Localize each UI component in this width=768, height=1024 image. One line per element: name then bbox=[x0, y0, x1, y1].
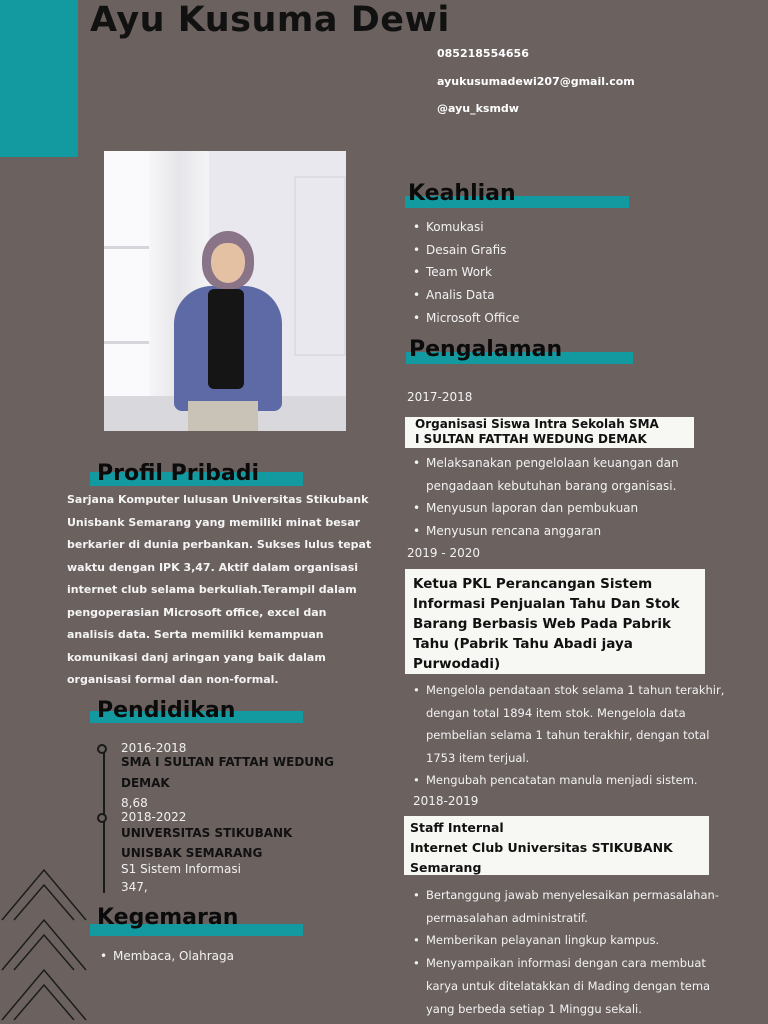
education-school: UNISBAK SEMARANG bbox=[121, 846, 263, 860]
experience-title-line: Staff Internal bbox=[410, 820, 504, 835]
experience-bullet: • Melaksanakan pengelolaan keuangan dan pengadaan kebutuhan barang organisasi. bbox=[410, 452, 679, 497]
experience-title-line: Tahu (Pabrik Tahu Abadi jaya bbox=[413, 636, 633, 652]
experience-title-line: Organisasi Siswa Intra Sekolah SMA bbox=[415, 417, 659, 431]
profile-line: waktu dengan IPK 3,47. Aktif dalam organisasi bbox=[67, 560, 359, 574]
skill-item: • Team Work bbox=[410, 261, 519, 284]
experience-title-line: Internet Club Universitas STIKUBANK bbox=[410, 840, 673, 855]
photo-window bbox=[104, 151, 154, 431]
candidate-name: Ayu Kusuma Dewi bbox=[90, 0, 450, 40]
profile-line: Sarjana Komputer lulusan Universitas Stikubank bbox=[67, 493, 369, 506]
skill-item: • Microsoft Office bbox=[410, 307, 519, 330]
phone-number: 085218554656 bbox=[437, 47, 529, 60]
profile-line: Unisbank Semarang yang memiliki minat besar bbox=[67, 515, 361, 529]
photo-pants bbox=[188, 401, 258, 431]
experience-period: 2017-2018 bbox=[407, 390, 473, 404]
education-period: 2018-2022 bbox=[121, 810, 187, 824]
experience-title-line: Informasi Penjualan Tahu Dan Stok bbox=[413, 596, 680, 612]
skills-list bbox=[410, 216, 519, 330]
experience-period: 2018-2019 bbox=[413, 794, 479, 808]
profile-line: organisasi formal dan non-formal. bbox=[67, 673, 279, 686]
experience-bullet: • Menyampaikan informasi dengan cara membuat karya untuk ditelatakkan di Mading dengan tema yang berbeda setiap 1 Minggu sekali. bbox=[410, 952, 719, 1020]
chevron-decoration-icon bbox=[0, 868, 90, 1024]
experience-bullet: • Memberikan pelayanan lingkup kampus. bbox=[410, 929, 719, 952]
experience-heading: Pengalaman bbox=[409, 337, 563, 362]
social-handle: @ayu_ksmdw bbox=[437, 102, 519, 115]
skill-item: • Komukasi bbox=[410, 216, 519, 239]
education-detail: 347, bbox=[121, 880, 148, 894]
experience-bullets bbox=[410, 679, 724, 792]
hobbies-list bbox=[97, 947, 234, 965]
experience-bullet: • Mengubah pencatatan manula menjadi sistem. bbox=[410, 769, 724, 792]
profile-line: analisis data. Serta memiliki kemampuan bbox=[67, 628, 324, 641]
education-school: UNIVERSITAS STIKUBANK bbox=[121, 826, 293, 840]
experience-bullet: • Menyusun rencana anggaran bbox=[410, 520, 679, 543]
profile-line: pengoperasian Microsoft office, excel dan bbox=[67, 605, 327, 619]
education-detail: S1 Sistem Informasi bbox=[121, 862, 241, 876]
education-school: SMA I SULTAN FATTAH WEDUNG bbox=[121, 755, 334, 769]
photo-wall-panel bbox=[294, 176, 346, 356]
accent-block bbox=[0, 0, 78, 157]
hobby-item: • Membaca, Olahraga bbox=[97, 947, 234, 965]
experience-bullets bbox=[410, 884, 719, 1020]
education-detail: 8,68 bbox=[121, 796, 148, 810]
skill-item: • Analis Data bbox=[410, 284, 519, 307]
education-school: DEMAK bbox=[121, 776, 170, 790]
photo-face bbox=[211, 243, 245, 283]
timeline-dot bbox=[97, 813, 107, 823]
experience-bullet: • Bertanggung jawab menyelesaikan permasalahan- permasalahan administratif. bbox=[410, 884, 719, 929]
experience-title-line: Ketua PKL Perancangan Sistem bbox=[413, 576, 653, 592]
education-period: 2016-2018 bbox=[121, 741, 187, 755]
photo-shirt bbox=[208, 289, 244, 389]
profile-photo bbox=[104, 151, 346, 431]
email-address: ayukusumadewi207@gmail.com bbox=[437, 75, 635, 88]
profile-heading: Profil Pribadi bbox=[97, 461, 259, 486]
timeline-dot bbox=[97, 744, 107, 754]
experience-title-line: Barang Berbasis Web Pada Pabrik bbox=[413, 616, 672, 632]
experience-period: 2019 - 2020 bbox=[407, 546, 481, 560]
experience-title-box bbox=[405, 417, 694, 448]
experience-title-line: I SULTAN FATTAH WEDUNG DEMAK bbox=[415, 432, 647, 446]
experience-title-line: Semarang bbox=[410, 860, 482, 875]
experience-title-line: Purwodadi) bbox=[413, 656, 501, 672]
profile-line: komunikasi danj aringan yang baik dalam bbox=[67, 650, 326, 664]
hobbies-heading: Kegemaran bbox=[97, 905, 239, 930]
experience-bullet: • Mengelola pendataan stok selama 1 tahun terakhir, dengan total 1894 item stok. Mengelola data pembelian selama 1 tahun terakhir, dengan total 1753 item terjual. bbox=[410, 679, 724, 769]
skill-item: • Desain Grafis bbox=[410, 239, 519, 262]
education-heading: Pendidikan bbox=[97, 698, 236, 723]
experience-title-box bbox=[404, 816, 709, 875]
profile-line: internet club selama berkuliah.Terampil dalam bbox=[67, 583, 357, 596]
experience-title-box bbox=[405, 569, 705, 674]
profile-summary bbox=[67, 489, 397, 692]
experience-bullets bbox=[410, 452, 679, 543]
skills-heading: Keahlian bbox=[408, 181, 516, 206]
profile-line: berkarier di dunia perbankan. Sukses lulus tepat bbox=[67, 538, 372, 551]
experience-bullet: • Menyusun laporan dan pembukuan bbox=[410, 497, 679, 520]
